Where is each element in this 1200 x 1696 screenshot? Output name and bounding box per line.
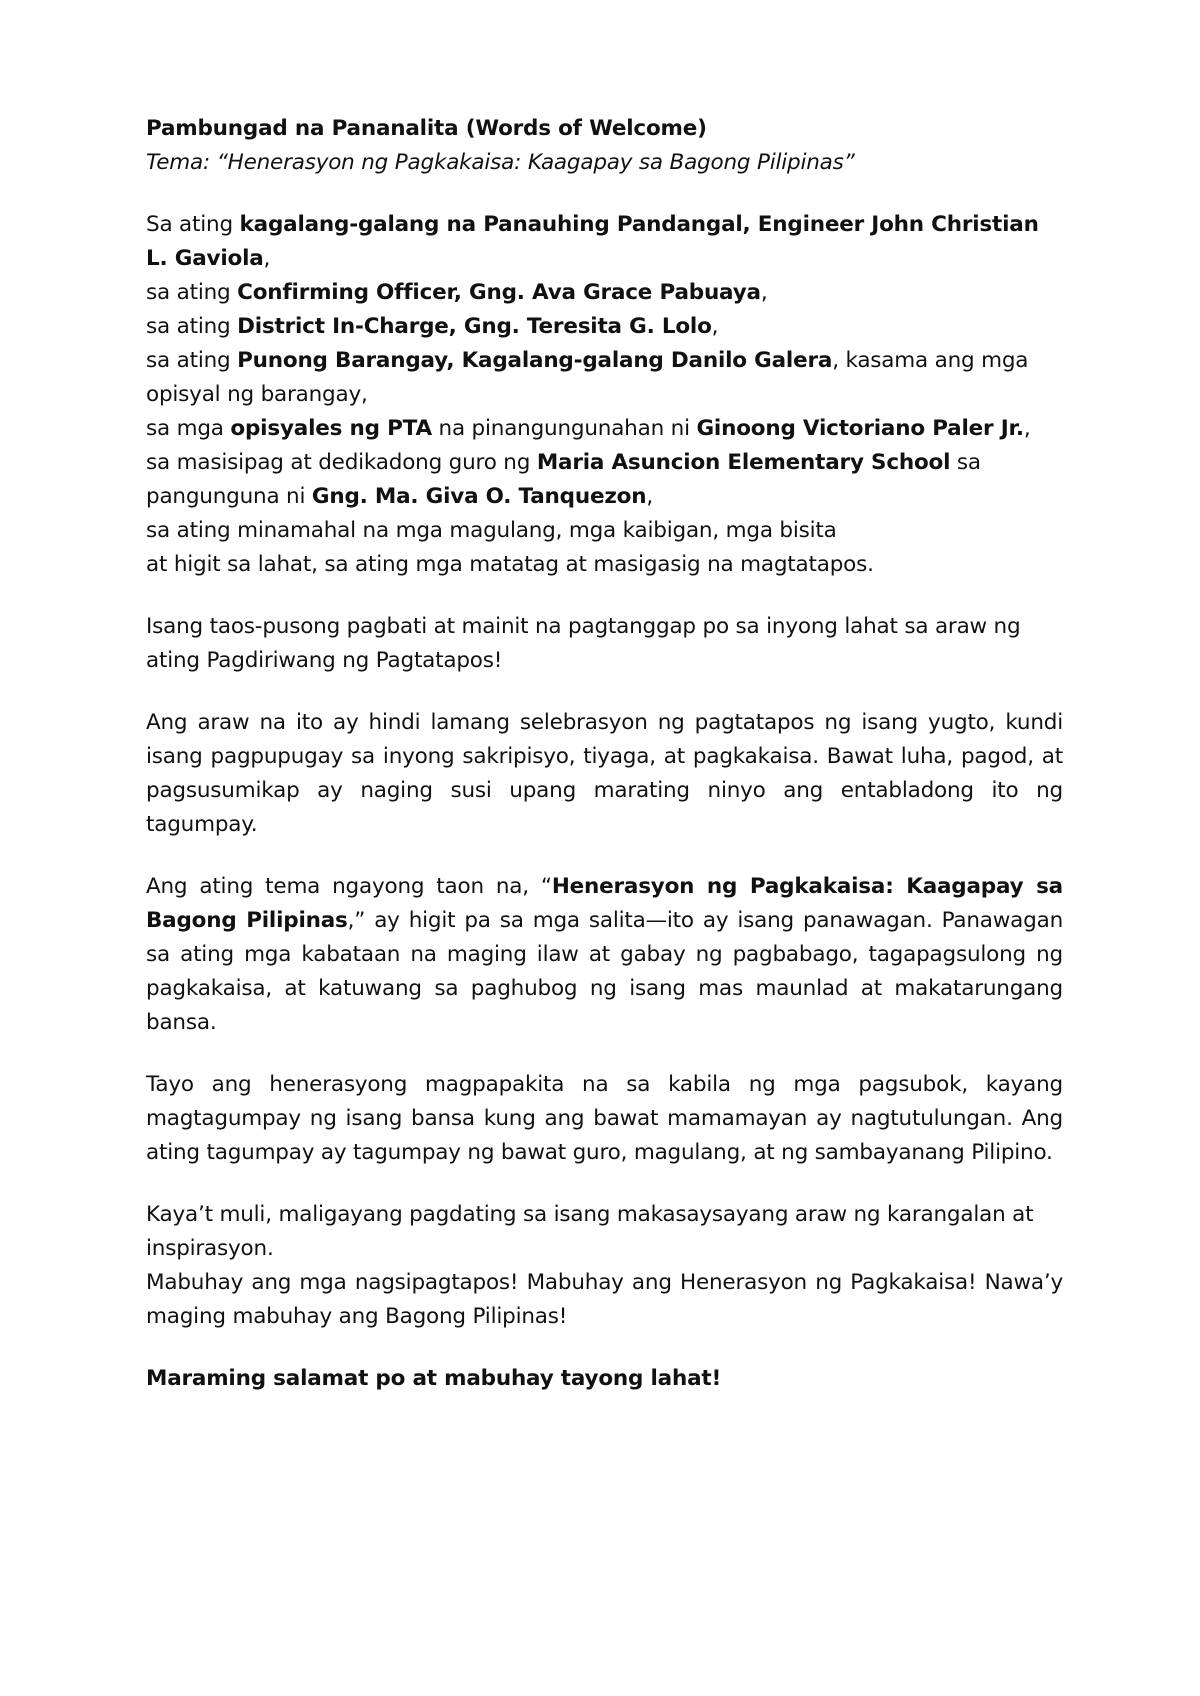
greeting-paragraph: Isang taos-pusong pagbati at mainit na pagtanggap po sa inyong lahat sa araw ng ating Pagdiriwang ng Pagtatapos! (146, 614, 1021, 673)
paragraph-text: Ang ating tema ngayong taon na, “ (146, 874, 552, 899)
theme-paragraph (146, 870, 1063, 1040)
salutation-text: , (646, 484, 653, 509)
final-paragraph (146, 1198, 1063, 1334)
salutation-text: sa masisipag at dedikadong guro ng (146, 450, 537, 475)
salutation-line (146, 310, 1063, 344)
salutation-line (146, 276, 1063, 310)
salutation-name: Gng. Ma. Giva O. Tanquezon (311, 484, 647, 509)
theme-emphasis: Henerasyon ng Pagkakaisa: Kaagapay sa Bagong Pilipinas (146, 874, 1063, 933)
salutation-text: sa ating (146, 348, 238, 373)
document-theme: Tema: “Henerasyon ng Pagkakaisa: Kaagapay sa Bagong Pilipinas” (146, 150, 855, 175)
salutation-text: , (263, 246, 271, 271)
salutation-line: sa ating minamahal na mga magulang, mga kaibigan, mga bisita (146, 518, 837, 543)
body-paragraph: Tayo ang henerasyong magpapakita na sa kabila ng mga pagsubok, kayang magtagumpay ng isang bansa kung ang bawat mamamayan ay nagtutulungan. Ang ating tagumpay ay tagumpay ng bawat guro, magulang, at ng sambayanang Pilipino. (146, 1072, 1063, 1165)
body-paragraph: Ang araw na ito ay hindi lamang selebrasyon ng pagtatapos ng isang yugto, kundi isang pagpupugay sa inyong sakripisyo, tiyaga, at pagkakaisa. Bawat luha, pagod, at pagsusumikap ay naging susi upang marating ninyo ang entabladong ito ng tagumpay. (146, 710, 1063, 837)
final-line: Kaya’t muli, maligayang pagdating sa isang makasaysayang araw ng karangalan at inspirasyon. (146, 1202, 1034, 1261)
salutation-text: sa pangunguna ni (146, 450, 981, 509)
closing-line: Maraming salamat po at mabuhay tayong lahat! (146, 1366, 722, 1391)
paragraph-text: ,” ay higit pa sa mga salita—ito ay isang panawagan. Panawagan sa ating mga kabataan na maging ilaw at gabay ng pagbabago, tagapagsulong ng pagkakaisa, at katuwang sa paghubog ng isang mas maunlad at makatarungang bansa. (146, 908, 1063, 1035)
document-page (146, 112, 1063, 1396)
salutation-name: Ginoong Victoriano Paler Jr. (696, 416, 1024, 441)
final-line: Mabuhay ang mga nagsipagtapos! Mabuhay ang Henerasyon ng Pagkakaisa! Nawa’y maging mabuhay ang Bagong Pilipinas! (146, 1270, 1063, 1329)
salutation-line (146, 208, 1063, 276)
salutation-text: sa ating (146, 314, 238, 339)
salutation-name: District In-Charge, Gng. Teresita G. Lolo (237, 314, 712, 339)
salutation-line (146, 446, 1063, 514)
salutation-name: Punong Barangay, Kagalang-galang Danilo Galera (237, 348, 833, 373)
salutation-text: , (711, 314, 719, 339)
salutation-name: Maria Asuncion Elementary School (536, 450, 951, 475)
salutation-line (146, 344, 1063, 412)
salutation-text: sa ating (146, 280, 238, 305)
salutation-name: Confirming Officer, Gng. Ava Grace Pabuaya (237, 280, 761, 305)
salutation-name: kagalang-galang na Panauhing Pandangal, Engineer John Christian L. Gaviola (146, 212, 1039, 271)
salutation-line (146, 412, 1063, 446)
salutation-text: , (1023, 416, 1031, 441)
salutation-block (146, 208, 1063, 582)
salutation-text: na pinangungunahan ni (431, 416, 697, 441)
salutation-text: sa mga (146, 416, 231, 441)
salutation-text: , (760, 280, 768, 305)
document-title: Pambungad na Pananalita (Words of Welcome) (146, 116, 707, 141)
salutation-text: Sa ating (146, 212, 240, 237)
salutation-text: , kasama ang mga opisyal ng barangay, (146, 348, 1029, 407)
salutation-line: at higit sa lahat, sa ating mga matatag at masigasig na magtatapos. (146, 552, 874, 577)
salutation-name: opisyales ng PTA (230, 416, 432, 441)
